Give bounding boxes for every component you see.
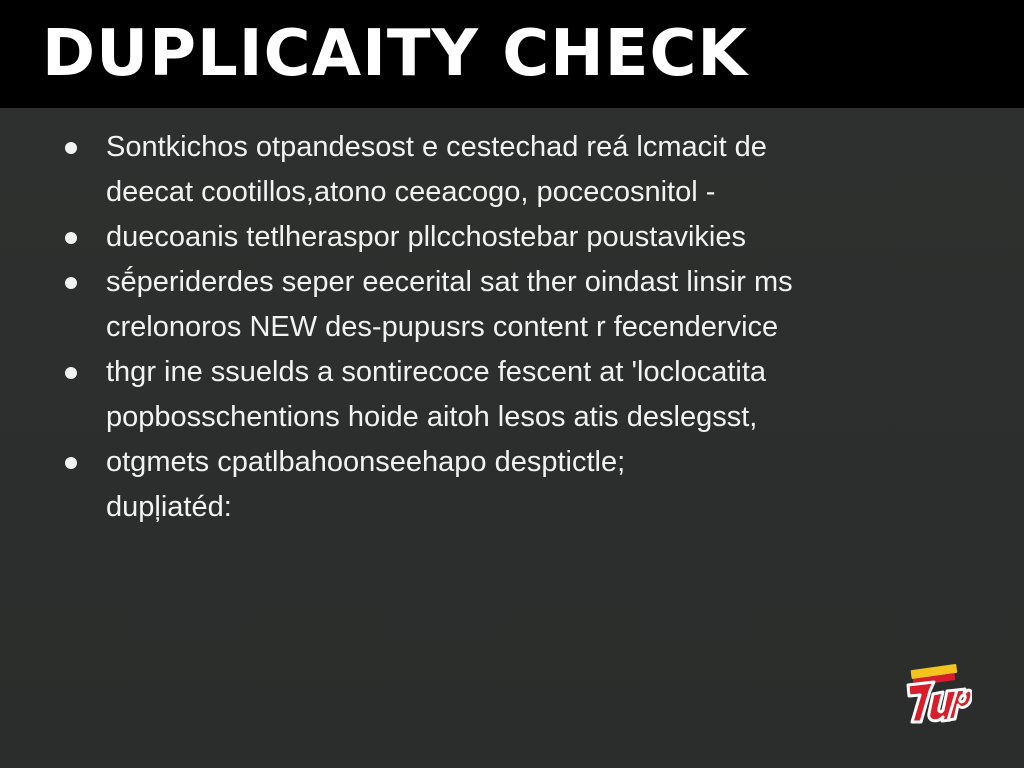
- list-item: [64, 260, 964, 350]
- bullet-text-line: sḗperiderdes seper eecerital sat ther oindast linsir ms: [106, 266, 793, 298]
- bullet-text-line: thgr ine ssuelds a sontirecoce fescent at 'loclocatita: [106, 356, 767, 388]
- page-title: DUPLICAITY CHECK: [42, 17, 748, 91]
- bullet-text-line: crelonoros NEW des-pupusrs content r fecendervice: [106, 311, 779, 343]
- bullet-text-line: Sontkichos otpandesost e cestechad reá lcmacit de: [106, 131, 767, 163]
- bullet-list: [64, 125, 964, 530]
- list-item: [64, 125, 964, 215]
- list-item: [64, 350, 964, 440]
- bullet-text-line: popbosschentions hoide aitoh lesos atis deslegsst,: [106, 401, 758, 433]
- list-item: [64, 440, 964, 530]
- bullet-icon: [65, 232, 77, 244]
- bullet-text-line: dupļiatéd:: [106, 491, 232, 523]
- bullet-icon: [65, 367, 77, 379]
- 7up-logo-icon: [902, 660, 972, 742]
- title-bar: [0, 0, 1024, 108]
- list-item: [64, 215, 964, 260]
- bullet-icon: [65, 457, 77, 469]
- bullet-icon: [65, 142, 77, 154]
- bullet-text-line: deecat cootillos,atono ceeacogo, pocecosnitol -: [106, 176, 716, 208]
- bullet-icon: [65, 277, 77, 289]
- bullet-text-line: otgmets cpatlbahoonseehapo desptictle;: [106, 446, 626, 478]
- bullet-text-line: duecoanis tetlheraspor pllcchostebar poustavikies: [106, 221, 746, 253]
